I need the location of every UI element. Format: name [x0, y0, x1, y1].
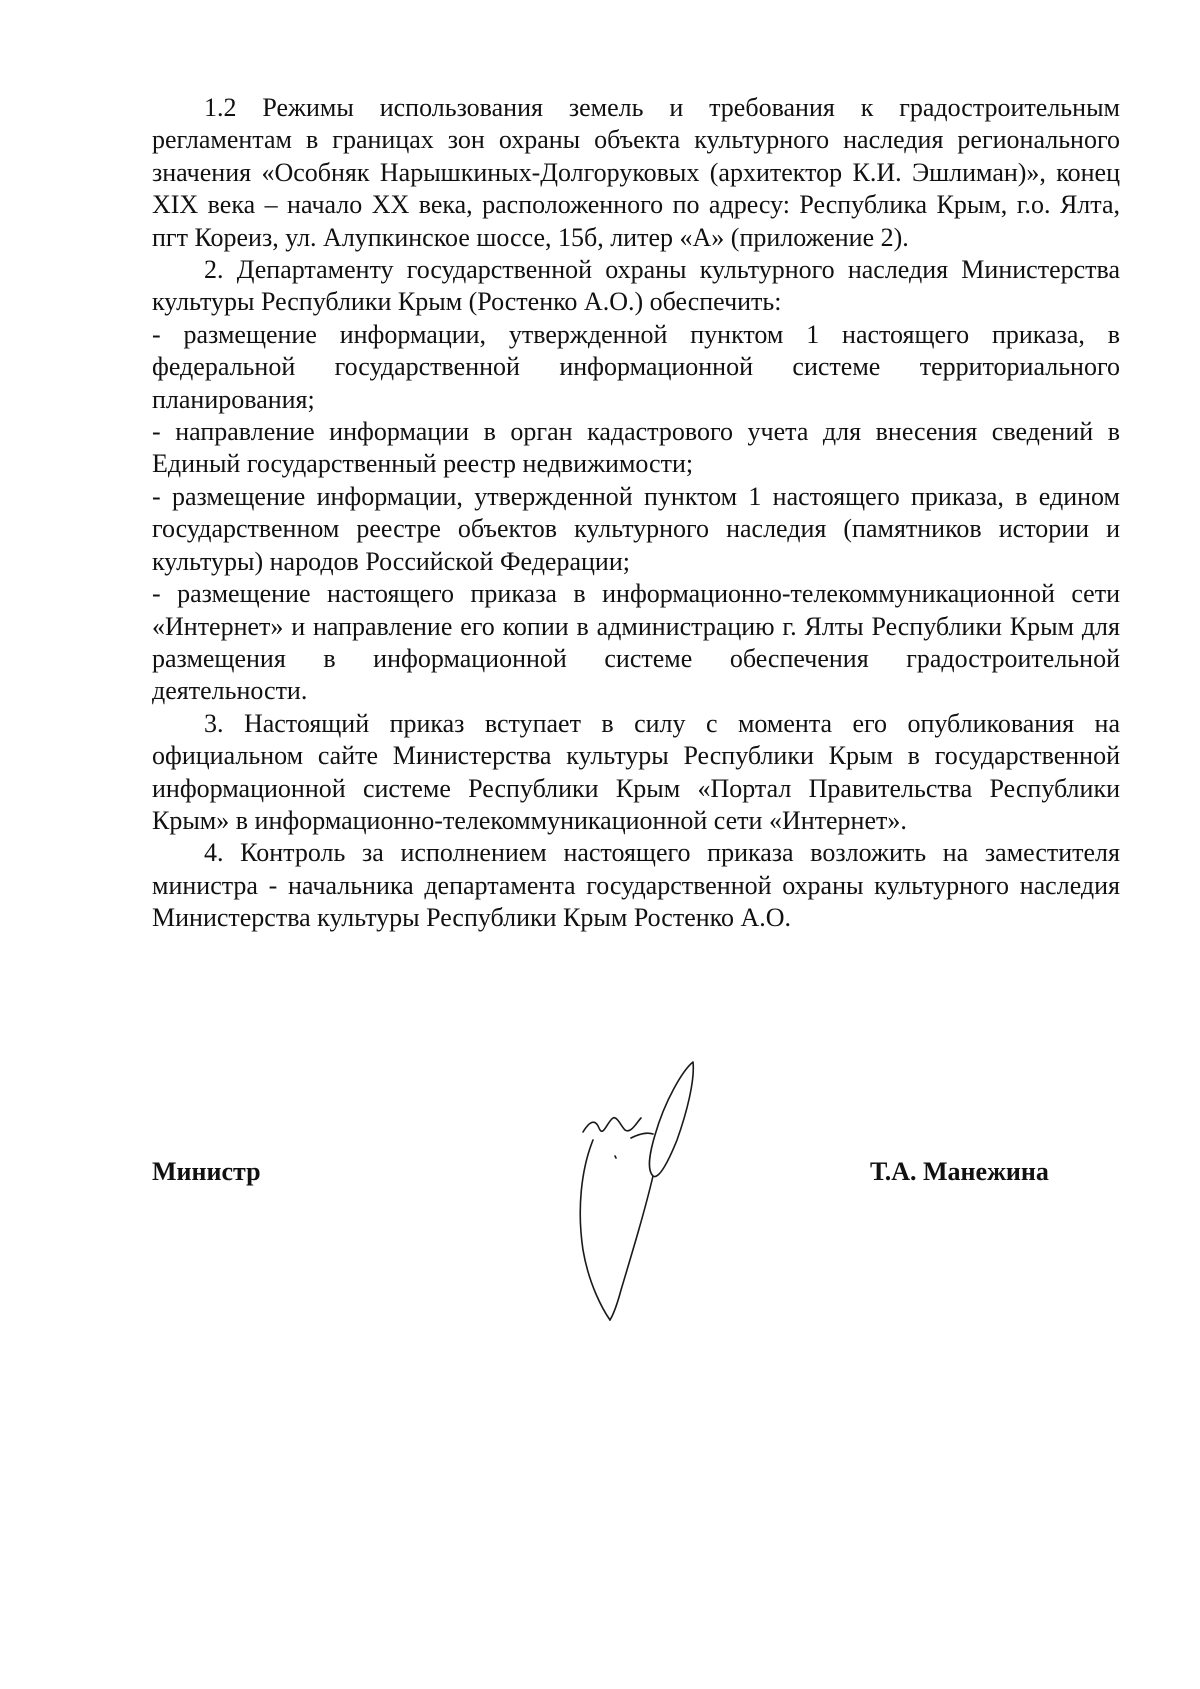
list-item-internet-publication: - размещение настоящего приказа в информационно-телекоммуникационной сети «Интернет» и направление его копии в администрацию г. Ялты Республики Крым для размещения в информационной системе обеспечения градостроительной деятельности. [152, 579, 1120, 706]
list-item-cadastre: - направление информации в орган кадастрового учета для внесения сведений в Единый государственный реестр недвижимости; [152, 417, 1120, 479]
paragraph-4: 4. Контроль за исполнением настоящего приказа возложить на заместителя министра - начальника департамента государственной охраны культурного наследия Министерства культуры Республики Крым Ростенко А.О. [152, 838, 1120, 933]
signatory-name: Т.А. Манежина [870, 1157, 1049, 1186]
handwritten-signature [575, 1060, 775, 1330]
paragraph-1-2: 1.2 Режимы использования земель и требования к градостроительным регламентам в границах зон охраны объекта культурного наследия регионального значения «Особняк Нарышкиных-Долгоруковых (архитектор К.И. Эшлиман)», конец XIX века – начало XX века, расположенного по адресу: Республика Крым, г.о. Ялта, пгт Кореиз, ул. Алупкинское шоссе, 15б, литер «А» (приложение 2). [152, 93, 1120, 252]
list-item-heritage-registry: - размещение информации, утвержденной пунктом 1 настоящего приказа, в едином государственном реестре объектов культурного наследия (памятников истории и культуры) народов Российской Федерации; [152, 481, 1120, 576]
signatory-title: Министр [152, 1157, 261, 1186]
list-item-frgis: - размещение информации, утвержденной пунктом 1 настоящего приказа, в федеральной государственной информационной системе территориального планирования; [152, 319, 1120, 414]
paragraph-3: 3. Настоящий приказ вступает в силу с момента его опубликования на официальном сайте Министерства культуры Республики Крым в государственной информационной системе Республики Крым «Портал Правительства Республики Крым» в информационно-телекоммуникационной сети «Интернет». [152, 708, 1120, 835]
document-body [152, 92, 1120, 935]
paragraph-2: 2. Департаменту государственной охраны культурного наследия Министерства культуры Республики Крым (Ростенко А.О.) обеспечить: [152, 255, 1120, 317]
